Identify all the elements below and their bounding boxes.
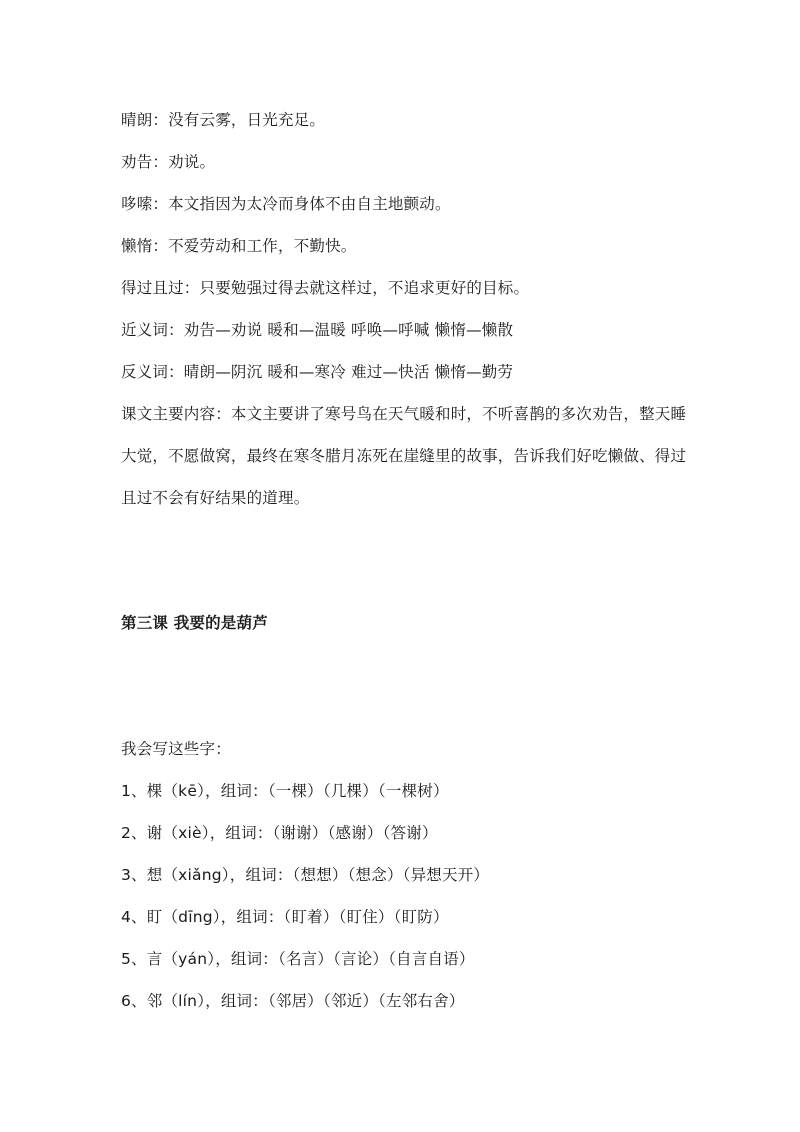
character-item: 3、想（xiǎng），组词：（想想）（想念）（异想天开） <box>121 866 490 884</box>
character-item: 5、言（yán），组词：（名言）（言论）（自言自语） <box>121 950 475 968</box>
lesson-title: 第三课 我要的是葫芦 <box>121 614 268 632</box>
summary-line: 课文主要内容：本文主要讲了寒号鸟在天气暖和时，不听喜鹊的多次劝告，整天睡 <box>121 405 687 423</box>
definition-line: 劝告：劝说。 <box>121 153 216 171</box>
summary-line: 且过不会有好结果的道理。 <box>121 489 310 507</box>
definition-line: 懒惰：不爱劳动和工作，不勤快。 <box>121 237 357 255</box>
character-item: 2、谢（xiè），组词：（谢谢）（感谢）（答谢） <box>121 824 438 842</box>
definition-line: 哆嗦：本文指因为太冷而身体不由自主地颤动。 <box>121 195 451 213</box>
write-intro: 我会写这些字： <box>121 740 231 758</box>
character-item: 4、盯（dīng），组词：（盯着）（盯住）（盯防） <box>121 908 449 926</box>
character-item: 1、棵（kē），组词：（一棵）（几棵）（一棵树） <box>121 782 449 800</box>
summary-line: 大觉，不愿做窝，最终在寒冬腊月冻死在崖缝里的故事，告诉我们好吃懒做、得过 <box>121 447 687 465</box>
character-item: 6、邻（lín），组词：（邻居）（邻近）（左邻右舍） <box>121 992 465 1010</box>
definition-line: 得过且过：只要勉强过得去就这样过，不追求更好的目标。 <box>121 279 530 297</box>
antonyms-line: 反义词：晴朗—阴沉 暖和—寒冷 难过—快活 懒惰—勤劳 <box>121 363 514 381</box>
definition-line: 晴朗：没有云雾，日光充足。 <box>121 111 326 129</box>
synonyms-line: 近义词：劝告—劝说 暖和—温暖 呼唤—呼喊 懒惰—懒散 <box>121 321 514 339</box>
